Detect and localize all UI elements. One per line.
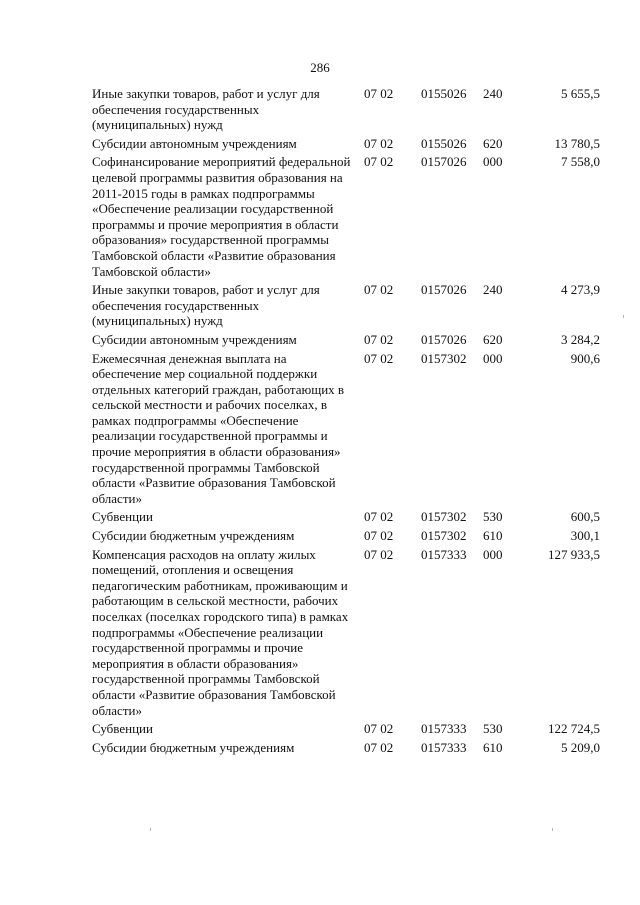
expense-name: Субсидии автономным учреждениям — [92, 331, 297, 347]
expense-type-code: 000 — [483, 546, 503, 562]
expense-type-code: 000 — [483, 350, 503, 366]
amount: 3 284,2 — [561, 331, 600, 347]
table-row — [92, 154, 600, 279]
expense-name: Субсидии автономным учреждениям — [92, 135, 297, 151]
amount: 900,6 — [570, 350, 600, 366]
table-row — [92, 282, 600, 329]
amount: 7 558,0 — [561, 154, 600, 170]
target-code: 0157302 — [421, 509, 467, 525]
amount: 13 780,5 — [554, 135, 600, 151]
table-row — [92, 721, 600, 737]
expense-type-code: 620 — [483, 135, 503, 151]
expense-type-code: 530 — [483, 509, 503, 525]
target-code: 0157333 — [421, 546, 467, 562]
table-row — [92, 740, 600, 756]
table-row — [92, 509, 600, 525]
section-code: 07 02 — [364, 331, 394, 347]
table-row — [92, 351, 600, 507]
section-code: 07 02 — [364, 135, 394, 151]
expense-name: Субсидии бюджетным учреждениям — [92, 528, 295, 544]
expense-name: Иные закупки товаров, работ и услуг для обеспечения государственных (муниципальных) нужд — [92, 86, 320, 133]
budget-table — [92, 86, 600, 758]
section-code: 07 02 — [364, 509, 394, 525]
table-row — [92, 136, 600, 152]
scan-speck — [623, 315, 624, 318]
expense-type-code: 530 — [483, 721, 503, 737]
section-code: 07 02 — [364, 282, 394, 298]
table-row — [92, 528, 600, 544]
target-code: 0157026 — [421, 282, 467, 298]
target-code: 0155026 — [421, 135, 467, 151]
target-code: 0157026 — [421, 331, 467, 347]
section-code: 07 02 — [364, 86, 394, 101]
expense-name: Иные закупки товаров, работ и услуг для обеспечения государственных (муниципальных) нужд — [92, 282, 320, 329]
section-code: 07 02 — [364, 154, 394, 170]
expense-type-code: 610 — [483, 739, 503, 755]
expense-name: Ежемесячная денежная выплата на обеспечение мер социальной поддержки отдельных категорий граждан, работающих в сельской местности и рабочих поселках, в рамках подпрограммы «Обеспечение реализации государственной программы и прочие мероприятия в области образования» государственной программы Тамбовской области «Развитие образования Тамбовской области» — [92, 350, 345, 506]
amount: 300,1 — [570, 528, 600, 544]
amount: 5 209,0 — [561, 739, 600, 755]
section-code: 07 02 — [364, 528, 394, 544]
table-row — [92, 86, 600, 133]
expense-name: Субвенции — [92, 509, 153, 525]
expense-type-code: 240 — [483, 282, 503, 298]
target-code: 0157333 — [421, 721, 467, 737]
section-code: 07 02 — [364, 350, 394, 366]
section-code: 07 02 — [364, 739, 394, 755]
expense-type-code: 620 — [483, 331, 503, 347]
scan-speck — [552, 828, 553, 831]
page-number: 286 — [310, 60, 330, 75]
expense-name: Субвенции — [92, 721, 153, 737]
section-code: 07 02 — [364, 721, 394, 737]
table-row — [92, 332, 600, 348]
amount: 4 273,9 — [561, 282, 600, 298]
target-code: 0157302 — [421, 528, 467, 544]
expense-name: Субсидии бюджетным учреждениям — [92, 739, 295, 755]
target-code: 0155026 — [421, 86, 467, 101]
expense-type-code: 610 — [483, 528, 503, 544]
amount: 600,5 — [570, 509, 600, 525]
scan-speck — [150, 828, 151, 831]
expense-type-code: 240 — [483, 86, 503, 101]
target-code: 0157333 — [421, 739, 467, 755]
expense-name: Софинансирование мероприятий федеральной целевой программы развития образования на 2011-2015 годы в рамках подпрограммы «Обеспечение реализации государственной программы и прочие мероприятия в области образования» государственной программы Тамбовской области «Развитие образования Тамбовской области» — [92, 154, 351, 279]
target-code: 0157302 — [421, 350, 467, 366]
expense-type-code: 000 — [483, 154, 503, 170]
amount: 127 933,5 — [548, 546, 600, 562]
amount: 122 724,5 — [548, 721, 600, 737]
target-code: 0157026 — [421, 154, 467, 170]
section-code: 07 02 — [364, 546, 394, 562]
expense-name: Компенсация расходов на оплату жилых помещений, отопления и освещения педагогическим работникам, проживающим и работающим в сельской местности, рабочих поселках (поселках городского типа) в рамках подпрограммы «Обеспечение реализации государственной программы и прочие мероприятия в области образования» государственной программы Тамбовской области «Развитие образования Тамбовской области» — [92, 546, 349, 718]
table-row — [92, 547, 600, 719]
amount: 5 655,5 — [561, 86, 600, 101]
